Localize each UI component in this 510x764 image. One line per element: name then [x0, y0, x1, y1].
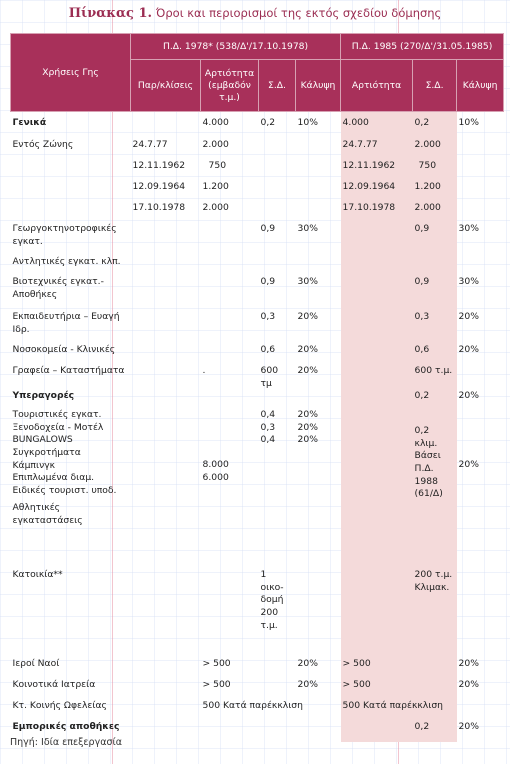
cell-sd85: 0,2	[413, 721, 457, 742]
cell-kal: 10%	[297, 117, 318, 128]
cell-sd85: 2.000	[413, 202, 457, 223]
cell-use: BUNGALOWS	[12, 434, 73, 446]
cell-art: 2.000	[202, 202, 229, 213]
cell-kal: 20%	[297, 311, 318, 322]
cell-sd: 1	[260, 569, 267, 581]
cell-use: Εμπορικές αποθήκες	[12, 721, 120, 733]
cell-use: Νοσοκομεία - Κλινικές	[12, 344, 116, 355]
header-parekklisis: Παρ/κλίσεις	[131, 60, 201, 112]
header-kalypsi: Κάλυψη	[296, 60, 341, 112]
cell-sd85: (61/Δ)	[414, 488, 443, 500]
cell-art: 2.000	[202, 139, 229, 150]
cell-par: 24.7.77	[132, 139, 168, 150]
table-row	[11, 390, 504, 409]
cell-kal85: 30%	[458, 276, 479, 287]
table-row	[11, 117, 504, 139]
cell-kal85: 20%	[458, 390, 479, 402]
cell-art85: > 500	[341, 679, 413, 700]
cell-art85: 4.000	[341, 117, 413, 139]
cell-kal85: 20%	[458, 459, 479, 471]
cell-art: > 500	[202, 658, 231, 670]
cell-art85: 24.7.77	[341, 139, 413, 160]
cell-sd85: Κλιμακ.	[414, 581, 450, 593]
table-number: Πίνακας 1.	[68, 6, 153, 21]
cell-art85: 17.10.1978	[341, 202, 413, 223]
cell-kal: 20%	[297, 365, 318, 376]
cell-sd85: 200 τ.μ.	[414, 569, 453, 581]
table-row	[11, 256, 504, 276]
cell-sd: 600 τμ	[260, 365, 279, 389]
cell-kal: 20%	[297, 421, 318, 433]
cell-sd85: 0,2	[413, 390, 457, 409]
source-note: Πηγή: Ιδία επεξεργασία	[10, 737, 122, 748]
cell-use: Κοινοτικά Ιατρεία	[12, 679, 96, 691]
cell-sd: 0,6	[260, 344, 276, 355]
table-row	[11, 700, 504, 721]
cell-kal: 30%	[297, 276, 318, 287]
cell-art85: > 500	[341, 658, 413, 679]
cell-art85: 12.09.1964	[341, 181, 413, 202]
header-artiotita-embadon: Αρτιότητα (εμβαδόν τ.μ.)	[201, 60, 259, 112]
cell-sd: οικο-	[260, 581, 284, 593]
cell-sd: δομή	[260, 594, 284, 606]
cell-art: 8.000	[202, 459, 229, 471]
cell-sd: 0,9	[260, 223, 276, 234]
cell-use: Γεωργοκτηνοτροφικές εγκατ.	[12, 223, 117, 247]
cell-kal85: 30%	[458, 223, 479, 234]
table-row	[11, 223, 504, 256]
table-title	[0, 5, 510, 21]
cell-sd85: 2.000	[413, 139, 457, 160]
cell-sd: 0,9	[260, 276, 276, 287]
cell-kal85: 20%	[458, 658, 479, 670]
cell-sd: 0,3	[260, 421, 276, 433]
cell-kal: 30%	[297, 223, 318, 234]
cell-sd: 0,4	[260, 409, 276, 421]
cell-sd85: 0,9	[413, 276, 457, 311]
cell-use: Κάμπινγκ	[12, 459, 56, 471]
cell-sd: 0,4	[260, 434, 276, 446]
cell-sd85: Π.Δ.	[414, 462, 434, 474]
cell-art: 1.200	[202, 181, 229, 192]
cell-sd: τ.μ.	[260, 619, 278, 631]
table-caption: Όροι και περιορισμοί της εκτός σχεδίου δόμησης	[156, 6, 442, 20]
cell-use: Εκπαιδευτήρια – Ευαγή Ιδρ.	[12, 311, 120, 335]
cell-sd: 200	[260, 606, 279, 618]
header-kalypsi-1985: Κάλυψη	[457, 60, 504, 112]
table-row	[11, 569, 504, 653]
cell-use: Επιπλωμένα διαμ.	[12, 472, 95, 484]
cell-sd85: 0,6	[413, 344, 457, 365]
table-row	[11, 202, 504, 223]
cell-kal85: 20%	[458, 679, 479, 691]
cell-sd85: Βάσει	[414, 450, 441, 462]
cell-use: Κατοικία**	[12, 569, 63, 581]
cell-sd85: 1988	[414, 475, 438, 487]
cell-use: Τουριστικές εγκατ.	[12, 409, 102, 421]
cell-use: Γενικά	[12, 117, 47, 128]
cell-kal85: 10%	[458, 117, 479, 128]
cell-sd85: 0,2	[414, 425, 430, 437]
table-row	[11, 409, 504, 569]
cell-kal: 20%	[297, 658, 318, 670]
cell-use: Γραφεία – Καταστήματα	[12, 365, 125, 376]
cell-art85: 12.11.1962	[341, 160, 413, 181]
cell-use: Ειδικές τουριστ. υποδ.	[12, 484, 117, 496]
header-land-use: Χρήσεις Γης	[11, 34, 131, 112]
cell-par: 12.09.1964	[132, 181, 186, 192]
cell-kal: 20%	[297, 344, 318, 355]
cell-use: Κτ. Κοινής Ωφελείας	[12, 700, 107, 712]
table-row	[11, 365, 504, 390]
header-pd-1978: Π.Δ. 1978* (538/Δ'/17.10.1978)	[131, 34, 341, 60]
table-row	[11, 658, 504, 679]
table-row	[11, 160, 504, 181]
cell-sd: 0,2	[260, 117, 276, 128]
header-pd-1985: Π.Δ. 1985 (270/Δ'/31.05.1985)	[341, 34, 504, 60]
cell-sd85: 0,2	[413, 117, 457, 139]
cell-art: > 500	[202, 679, 231, 691]
land-use-table	[10, 33, 504, 742]
cell-use: Ιεροί Ναοί	[12, 658, 60, 670]
cell-kal85: 20%	[458, 344, 479, 355]
cell-sd85: κλιμ.	[414, 437, 438, 449]
cell-art: 4.000	[202, 117, 229, 128]
header-sd: Σ.Δ.	[259, 60, 296, 112]
cell-sd85: 600 τ.μ.	[413, 365, 457, 390]
header-sd-1985: Σ.Δ.	[413, 60, 457, 112]
cell-kal85: 20%	[458, 721, 479, 733]
cell-par: 17.10.1978	[132, 202, 186, 213]
cell-kal: 20%	[297, 679, 318, 691]
cell-use: Υπεραγορές	[12, 390, 75, 402]
table-row	[11, 181, 504, 202]
cell-par: 12.11.1962	[132, 160, 186, 171]
cell-kal: 20%	[297, 409, 318, 421]
cell-kal85: 20%	[458, 311, 479, 322]
cell-sd85: 750	[413, 160, 457, 181]
cell-art: 500 Κατά παρέκκλιση	[202, 700, 303, 712]
table-row	[11, 139, 504, 160]
cell-use: Αντλητικές εγκατ. κλπ.	[12, 256, 121, 267]
header-artiotita: Αρτιότητα	[341, 60, 413, 112]
cell-sd85: 0,3	[413, 311, 457, 344]
table-row	[11, 344, 504, 365]
cell-sd85: 1.200	[413, 181, 457, 202]
cell-use: Βιοτεχνικές εγκατ.- Αποθήκες	[12, 276, 104, 300]
cell-sd85: 0,9	[413, 223, 457, 256]
table-row	[11, 679, 504, 700]
cell-use: Συγκροτήματα	[12, 446, 81, 458]
cell-kal: 20%	[297, 434, 318, 446]
table-row	[11, 311, 504, 344]
table-row	[11, 276, 504, 311]
cell-art85: 500 Κατά παρέκκλιση	[341, 700, 457, 721]
cell-sd: 0,3	[260, 311, 276, 322]
cell-art: 750	[208, 160, 227, 171]
cell-art: 6.000	[202, 471, 229, 483]
cell-use: Ξενοδοχεία - Μοτέλ	[12, 421, 104, 433]
cell-art: .	[202, 365, 206, 376]
cell-use: Αθλητικές εγκαταστάσεις	[12, 502, 83, 526]
cell-use: Εντός Ζώνης	[12, 139, 74, 150]
